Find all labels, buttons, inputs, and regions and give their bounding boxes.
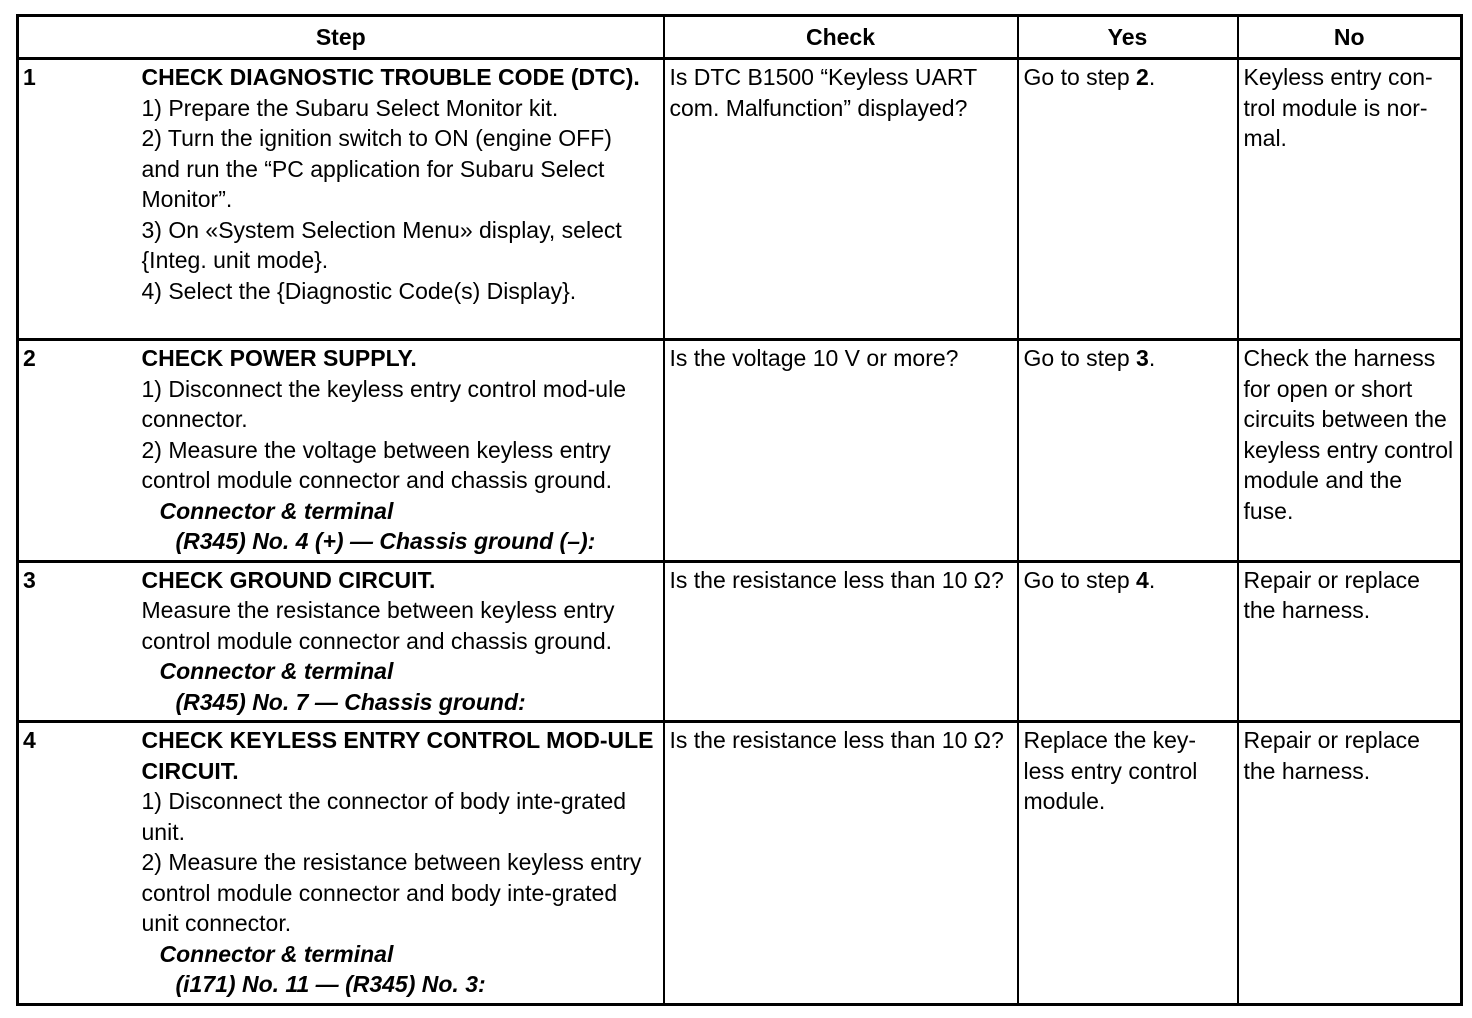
connector-label: Connector & terminal (159, 658, 394, 684)
check-cell: Is the voltage 10 V or more? (664, 340, 1018, 562)
step-number: 1 (18, 59, 138, 340)
yes-step-ref: 4 (1136, 566, 1149, 593)
yes-suffix: . (1148, 345, 1156, 371)
check-cell: Is the resistance less than 10 Ω? (664, 722, 1018, 1005)
no-cell: Repair or replace the harness. (1238, 561, 1462, 722)
diagnostic-table (16, 14, 1463, 1006)
step-cell (138, 59, 664, 340)
check-cell: Is DTC B1500 “Keyless UART com. Malfunction” displayed? (664, 59, 1018, 340)
step-instruction: 2) Measure the voltage between keyless entry control module connector and chassis ground. (141, 436, 613, 493)
step-title: CHECK POWER SUPPLY. (141, 345, 417, 371)
check-cell: Is the resistance less than 10 Ω? (664, 561, 1018, 722)
connector-value: (i171) No. 11 — (R345) No. 3: (175, 971, 486, 997)
table-row (18, 59, 1462, 340)
no-cell: Repair or replace the harness. (1238, 722, 1462, 1005)
yes-text: Go to step (1023, 566, 1137, 593)
yes-text: Go to step (1023, 64, 1137, 90)
yes-step-ref: 3 (1136, 345, 1149, 371)
connector-value: (R345) No. 4 (+) — Chassis ground (–): (175, 528, 596, 554)
step-instruction: 2) Turn the ignition switch to ON (engine OFF) and run the “PC application for Subaru Select Monitor”. (141, 125, 612, 212)
step-cell (138, 561, 664, 722)
step-number: 4 (18, 722, 138, 1005)
header-step: Step (18, 16, 664, 59)
header-row (18, 16, 1462, 59)
step-instruction: 1) Disconnect the connector of body inte-grated unit. (141, 788, 627, 845)
step-instruction: Measure the resistance between keyless entry control module connector and chassis ground. (141, 597, 615, 654)
header-yes: Yes (1018, 16, 1238, 59)
step-number: 3 (18, 561, 138, 722)
yes-text: Replace the key-less entry control module. (1023, 727, 1198, 814)
yes-cell (1018, 59, 1238, 340)
step-title: CHECK DIAGNOSTIC TROUBLE CODE (DTC). (141, 64, 640, 90)
no-cell: Check the harness for open or short circuits between the keyless entry control module and the fuse. (1238, 340, 1462, 562)
step-title: CHECK KEYLESS ENTRY CONTROL MOD-ULE CIRCUIT. (141, 727, 654, 784)
step-instruction: 1) Prepare the Subaru Select Monitor kit. (141, 94, 559, 121)
connector-label: Connector & terminal (159, 497, 394, 524)
yes-suffix: . (1148, 64, 1156, 90)
table-row (18, 340, 1462, 562)
step-instruction: 4) Select the {Diagnostic Code(s) Display}. (141, 277, 577, 304)
step-instruction: 2) Measure the resistance between keyless entry control module connector and body inte-grated unit connector. (141, 849, 642, 936)
no-cell: Keyless entry con-trol module is nor-mal. (1238, 59, 1462, 340)
yes-step-ref: 2 (1136, 64, 1149, 90)
step-cell (138, 722, 664, 1005)
connector-value: (R345) No. 7 — Chassis ground: (175, 688, 526, 715)
table-row (18, 722, 1462, 1005)
step-title: CHECK GROUND CIRCUIT. (141, 566, 436, 593)
yes-cell (1018, 722, 1238, 1005)
step-instruction: 1) Disconnect the keyless entry control mod-ule connector. (141, 375, 626, 432)
yes-text: Go to step (1023, 345, 1137, 371)
step-instruction: 3) On «System Selection Menu» display, select {Integ. unit mode}. (141, 216, 622, 273)
yes-suffix: . (1148, 566, 1156, 593)
header-no: No (1238, 16, 1462, 59)
yes-cell (1018, 340, 1238, 562)
table-row (18, 561, 1462, 722)
step-number: 2 (18, 340, 138, 562)
step-cell (138, 340, 664, 562)
yes-cell (1018, 561, 1238, 722)
connector-label: Connector & terminal (159, 940, 394, 967)
header-check: Check (664, 16, 1018, 59)
